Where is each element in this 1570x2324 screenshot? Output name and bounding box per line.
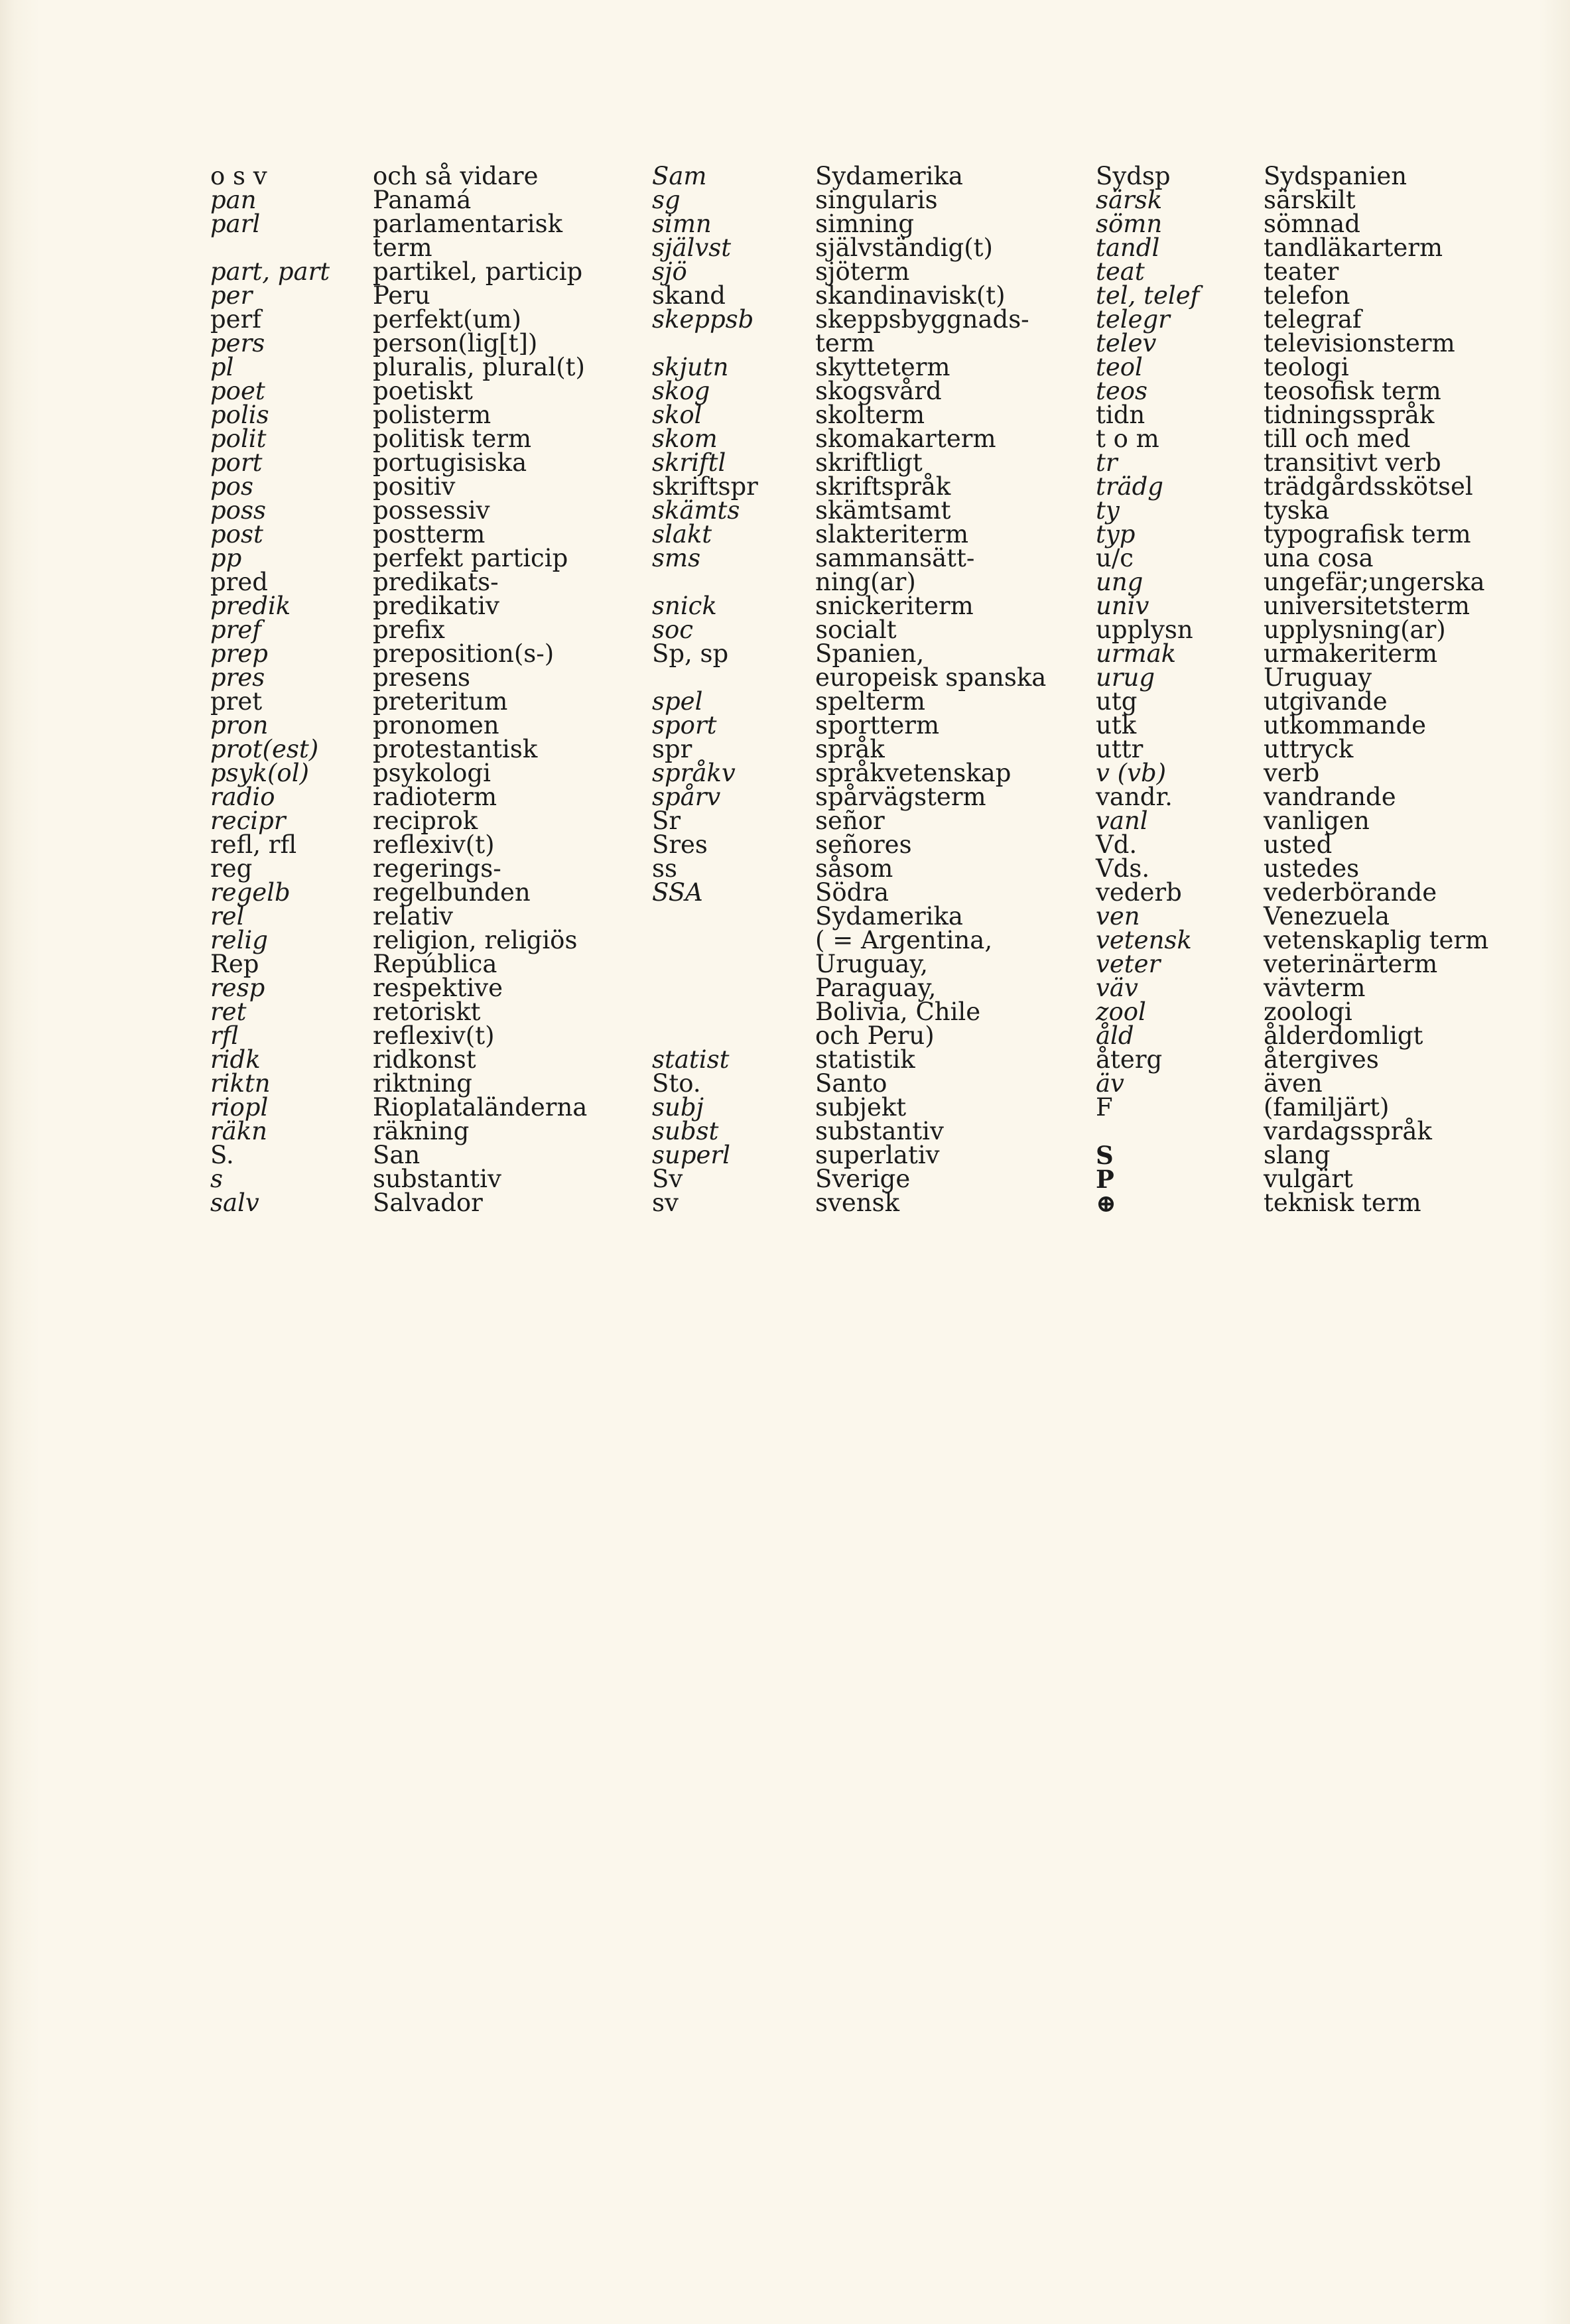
- abbreviation-meaning: snickeriterm: [815, 592, 974, 620]
- abbreviation-meaning: skeppsbyggnads-: [815, 305, 1029, 334]
- abbreviation-meaning: utgivande: [1264, 687, 1388, 716]
- abbreviation: skog: [652, 377, 710, 405]
- abbreviation-meaning: sjöterm: [815, 257, 910, 286]
- abbreviation-meaning: skolterm: [815, 401, 925, 429]
- abbreviation: [652, 952, 758, 976]
- abbreviation-meaning: återgives: [1264, 1045, 1379, 1074]
- abbreviation: pos: [210, 472, 253, 501]
- abbreviation-meaning: särskilt: [1264, 186, 1356, 214]
- abbreviation: sg: [652, 186, 681, 214]
- abbreviation: utg: [1096, 687, 1138, 716]
- abbreviation: skand: [652, 281, 726, 310]
- abbreviation-meaning: protestantisk: [373, 735, 538, 763]
- abbreviation: telegr: [1096, 305, 1170, 334]
- abbreviation: pres: [210, 663, 265, 692]
- abbreviation: pan: [210, 186, 257, 214]
- abbreviation: skriftl: [652, 448, 726, 477]
- abbreviation: Vds.: [1096, 854, 1150, 883]
- abbreviation-meaning: spårvägsterm: [815, 783, 986, 811]
- abbreviation: vandr.: [1096, 783, 1173, 811]
- abbreviation-meaning: term: [373, 233, 432, 262]
- abbreviation-meaning: pronomen: [373, 711, 499, 740]
- abbreviation: återg: [1096, 1045, 1163, 1074]
- abbreviation: port: [210, 448, 263, 477]
- abbreviation: ridk: [210, 1045, 261, 1074]
- abbreviation-meaning: postterm: [373, 520, 486, 549]
- abbreviation-meaning: San: [373, 1141, 421, 1169]
- abbreviation: teat: [1096, 257, 1145, 286]
- abbreviation-meaning: vandrande: [1264, 783, 1396, 811]
- abbreviation: sömn: [1096, 210, 1163, 238]
- abbreviation-meaning: skämtsamt: [815, 496, 951, 525]
- abbreviation: räkn: [210, 1117, 267, 1145]
- abbreviation: sms: [652, 544, 701, 572]
- abbreviation: självst: [652, 233, 732, 262]
- abbreviation: ss: [652, 854, 677, 883]
- abbreviation: sv: [652, 1189, 679, 1217]
- abbr-column-1: [210, 164, 330, 1215]
- abbreviation: polit: [210, 424, 267, 453]
- abbreviation-meaning: superlativ: [815, 1141, 940, 1169]
- abbreviation: typ: [1096, 520, 1136, 549]
- abbreviation-meaning: señores: [815, 830, 912, 859]
- abbreviation-meaning: Sydamerika: [815, 902, 963, 931]
- abbreviation: åld: [1096, 1021, 1134, 1050]
- abbreviation-meaning: sömnad: [1264, 210, 1360, 238]
- abbreviation-meaning: och så vidare: [373, 162, 539, 190]
- abbreviation: Sres: [652, 830, 708, 859]
- abbreviation: Sv: [652, 1165, 683, 1193]
- abbreviation: Vd.: [1096, 830, 1138, 859]
- abbreviation: o s v: [210, 162, 267, 190]
- abbreviation: [652, 1024, 758, 1048]
- abbreviation-meaning: Sverige: [815, 1165, 911, 1193]
- abbreviation-meaning: singularis: [815, 186, 938, 214]
- abbreviation: telev: [1096, 329, 1157, 357]
- abbreviation-meaning: Södra: [815, 878, 889, 907]
- abbreviation-meaning: vardagsspråk: [1264, 1117, 1432, 1145]
- abbreviation-meaning: possessiv: [373, 496, 490, 525]
- abbreviation: upplysn: [1096, 615, 1193, 644]
- abbreviation-meaning: perfekt(um): [373, 305, 521, 334]
- abbreviation-meaning: substantiv: [373, 1165, 501, 1193]
- abbreviation-meaning: predikativ: [373, 592, 499, 620]
- abbreviation-meaning: europeisk spanska: [815, 663, 1047, 692]
- abbreviation: soc: [652, 615, 693, 644]
- abbreviation-meaning: sportterm: [815, 711, 940, 740]
- abbreviation: tel, telef: [1096, 281, 1200, 310]
- abbreviation: Sam: [652, 162, 707, 190]
- abbreviation: resp: [210, 974, 265, 1002]
- abbreviation: parl: [210, 210, 261, 238]
- abbreviation-meaning: relativ: [373, 902, 454, 931]
- abbreviation: per: [210, 281, 253, 310]
- abbreviation: [652, 1000, 758, 1024]
- abbreviation: skämts: [652, 496, 740, 525]
- abbreviation-meaning: statistik: [815, 1045, 915, 1074]
- abbreviation-meaning: självständig(t): [815, 233, 993, 262]
- abbreviation-meaning: ustedes: [1264, 854, 1360, 883]
- abbreviation-meaning: teknisk term: [1264, 1189, 1421, 1217]
- abbreviation-meaning: riktning: [373, 1069, 472, 1098]
- abbreviation-meaning: upplysning(ar): [1264, 615, 1446, 644]
- abbreviation: ung: [1096, 568, 1144, 596]
- abbreviation-meaning: retoriskt: [373, 998, 481, 1026]
- abbreviation: spårv: [652, 783, 721, 811]
- abbreviation-meaning: preposition(s-): [373, 639, 555, 668]
- abbreviation-meaning: typografisk term: [1264, 520, 1471, 549]
- abbreviation: radio: [210, 783, 275, 811]
- abbreviation: särsk: [1096, 186, 1163, 214]
- abbreviation: vetensk: [1096, 926, 1192, 954]
- abbreviation: pref: [210, 615, 261, 644]
- abbreviation-meaning: skriftligt: [815, 448, 923, 477]
- abbreviation: [652, 929, 758, 952]
- abbreviation: poet: [210, 377, 265, 405]
- abbreviation: skol: [652, 401, 702, 429]
- abbreviation-meaning: substantiv: [815, 1117, 944, 1145]
- abbreviation-meaning: ridkonst: [373, 1045, 476, 1074]
- abbreviation: Rep: [210, 950, 259, 978]
- abbreviation: recipr: [210, 807, 286, 835]
- abbreviation: t o m: [1096, 424, 1159, 453]
- abbreviation: tandl: [1096, 233, 1160, 262]
- abbreviation-meaning: radioterm: [373, 783, 497, 811]
- abbreviation-meaning: verb: [1264, 759, 1320, 787]
- abbreviation: pred: [210, 568, 268, 596]
- abbreviation: univ: [1096, 592, 1149, 620]
- abbreviation-meaning: Santo: [815, 1069, 887, 1098]
- abbreviation-meaning: ( = Argentina,: [815, 926, 993, 954]
- abbreviation: rel: [210, 902, 245, 931]
- abbreviation-meaning: simning: [815, 210, 915, 238]
- abbreviation-meaning: uttryck: [1264, 735, 1354, 763]
- abbreviation-meaning: Spanien,: [815, 639, 925, 668]
- abbreviation-meaning: reflexiv(t): [373, 830, 495, 859]
- abbreviation: skjutn: [652, 353, 729, 381]
- abbr-column-2: [652, 164, 758, 1215]
- abbreviation: pers: [210, 329, 265, 357]
- abbreviation-meaning: vetenskaplig term: [1264, 926, 1489, 954]
- abbreviation: riktn: [210, 1069, 271, 1098]
- meaning-column-3: [1264, 164, 1488, 1215]
- abbreviation-meaning: ålderdomligt: [1264, 1021, 1423, 1050]
- abbreviation: subst: [652, 1117, 719, 1145]
- abbreviation: trädg: [1096, 472, 1163, 501]
- abbreviation-meaning: predikats-: [373, 568, 499, 596]
- abbreviation: spr: [652, 735, 692, 763]
- abbreviation-meaning: poetiskt: [373, 377, 473, 405]
- abbreviation-meaning: polisterm: [373, 401, 491, 429]
- abbreviation-meaning: universitetsterm: [1264, 592, 1470, 620]
- abbreviation-meaning: slang: [1264, 1141, 1331, 1169]
- abbreviation-meaning: skomakarterm: [815, 424, 996, 453]
- abbreviation-meaning: Bolivia, Chile: [815, 998, 981, 1026]
- abbreviation: part, part: [210, 257, 330, 286]
- abbreviation: zool: [1096, 998, 1146, 1026]
- abbreviation: urug: [1096, 663, 1155, 692]
- abbreviation: P: [1096, 1165, 1114, 1194]
- abbreviation: utk: [1096, 711, 1137, 740]
- abbreviation-meaning: preteritum: [373, 687, 508, 716]
- abbr-column-3: [1096, 162, 1200, 1218]
- abbreviation: [652, 905, 758, 929]
- abbreviation: salv: [210, 1189, 259, 1217]
- abbreviation-meaning: Peru: [373, 281, 430, 310]
- abbreviation-meaning: såsom: [815, 854, 893, 883]
- abbreviation: S.: [210, 1141, 234, 1169]
- abbreviation: uttr: [1096, 735, 1144, 763]
- abbreviation: ret: [210, 998, 247, 1026]
- abbreviation: pl: [210, 353, 234, 381]
- abbreviation-meaning: (familjärt): [1264, 1093, 1390, 1122]
- abbreviation: polis: [210, 401, 269, 429]
- abbreviation: slakt: [652, 520, 712, 549]
- abbreviation-meaning: usted: [1264, 830, 1333, 859]
- abbreviation-meaning: språk: [815, 735, 885, 763]
- abbreviation: statist: [652, 1045, 730, 1074]
- abbreviation-meaning: telegraf: [1264, 305, 1362, 334]
- abbreviation: simn: [652, 210, 712, 238]
- abbreviation-meaning: sammansätt-: [815, 544, 975, 572]
- abbreviation-meaning: spelterm: [815, 687, 925, 716]
- abbreviation: ty: [1096, 496, 1120, 525]
- abbreviation: S: [1096, 1141, 1114, 1170]
- abbreviation-meaning: Panamá: [373, 186, 472, 214]
- abbreviation: prot(est): [210, 735, 319, 763]
- abbreviation: teol: [1096, 353, 1143, 381]
- abbreviation-meaning: skandinavisk(t): [815, 281, 1006, 310]
- abbreviation: SSA: [652, 878, 703, 907]
- abbreviation-meaning: räkning: [373, 1117, 470, 1145]
- abbreviation: skeppsb: [652, 305, 754, 334]
- abbreviation-meaning: till och med: [1264, 424, 1411, 453]
- abbreviation-meaning: skogsvård: [815, 377, 942, 405]
- abbreviation: u/c: [1096, 544, 1134, 572]
- abbreviation-meaning: tidningsspråk: [1264, 401, 1435, 429]
- abbreviation: spel: [652, 687, 703, 716]
- abbreviation: tidn: [1096, 401, 1145, 429]
- abbreviation-meaning: perfekt particip: [373, 544, 568, 572]
- abbreviation-meaning: språkvetenskap: [815, 759, 1012, 787]
- abbreviation: [652, 976, 758, 1000]
- abbreviation-meaning: person(lig[t]): [373, 329, 538, 357]
- abbreviation-meaning: partikel, particip: [373, 257, 583, 286]
- abbreviation-meaning: tandläkarterm: [1264, 233, 1443, 262]
- abbreviation-meaning: Sydamerika: [815, 162, 963, 190]
- abbreviation: [1096, 1120, 1199, 1143]
- abbreviation: psyk(ol): [210, 759, 309, 787]
- abbreviation-meaning: Rioplataländerna: [373, 1093, 588, 1122]
- abbreviation-meaning: och Peru): [815, 1021, 935, 1050]
- abbreviation: regelb: [210, 878, 291, 907]
- abbreviation: pp: [210, 544, 242, 572]
- abbreviation: subj: [652, 1093, 704, 1122]
- abbreviation-meaning: svensk: [815, 1189, 900, 1217]
- abbreviation-meaning: skytteterm: [815, 353, 950, 381]
- meaning-column-2: [815, 164, 1046, 1215]
- abbreviation-meaning: prefix: [373, 615, 445, 644]
- abbreviation: prep: [210, 639, 268, 668]
- abbreviation-meaning: vävterm: [1264, 974, 1366, 1002]
- abbreviation-meaning: una cosa: [1264, 544, 1374, 572]
- abbreviation-meaning: urmakeriterm: [1264, 639, 1438, 668]
- abbreviation: [652, 332, 758, 355]
- abbreviation: [652, 570, 758, 594]
- abbreviation-meaning: Venezuela: [1264, 902, 1390, 931]
- abbreviation: väv: [1096, 974, 1138, 1002]
- abbreviation-meaning: tyska: [1264, 496, 1330, 525]
- abbreviation: Sr: [652, 807, 681, 835]
- abbreviation-meaning: Salvador: [373, 1189, 483, 1217]
- abbreviation: [652, 666, 758, 690]
- abbreviation: F: [1096, 1093, 1113, 1122]
- abbreviation: riopl: [210, 1093, 269, 1122]
- abbreviation: tr: [1096, 448, 1118, 477]
- abbreviation-meaning: portugisiska: [373, 448, 527, 477]
- abbreviation-meaning: Paraguay,: [815, 974, 937, 1002]
- abbreviation-meaning: presens: [373, 663, 470, 692]
- abbreviation: Sydsp: [1096, 162, 1171, 190]
- abbreviation: pret: [210, 687, 263, 716]
- abbreviation-meaning: ungefär;ungerska: [1264, 568, 1485, 596]
- abbreviation: pron: [210, 711, 269, 740]
- abbreviation-meaning: República: [373, 950, 497, 978]
- abbreviation-meaning: regerings-: [373, 854, 501, 883]
- abbreviation-meaning: skriftspråk: [815, 472, 951, 501]
- abbreviation-meaning: även: [1264, 1069, 1323, 1098]
- abbreviation: snick: [652, 592, 717, 620]
- abbreviation: vederb: [1096, 878, 1182, 907]
- abbreviation-meaning: vanligen: [1264, 807, 1370, 835]
- abbreviation-meaning: socialt: [815, 615, 897, 644]
- abbreviation: ⊕: [1096, 1189, 1117, 1218]
- abbreviation-meaning: utkommande: [1264, 711, 1427, 740]
- abbreviation: reg: [210, 854, 253, 883]
- abbreviation: veter: [1096, 950, 1161, 978]
- abbreviation-meaning: televisionsterm: [1264, 329, 1455, 357]
- abbreviation-meaning: Uruguay,: [815, 950, 929, 978]
- abbreviation: sport: [652, 711, 717, 740]
- abbreviation: skom: [652, 424, 718, 453]
- abbreviation: Sto.: [652, 1069, 701, 1098]
- abbreviation-meaning: pluralis, plural(t): [373, 353, 585, 381]
- abbreviation-meaning: teosofisk term: [1264, 377, 1441, 405]
- abbreviation: ven: [1096, 902, 1140, 931]
- abbreviation-meaning: politisk term: [373, 424, 532, 453]
- abbreviation-meaning: veterinärterm: [1264, 950, 1438, 978]
- abbreviation: post: [210, 520, 263, 549]
- abbreviation-meaning: Uruguay: [1264, 663, 1372, 692]
- abbreviation: refl, rfl: [210, 830, 297, 859]
- abbreviation: v (vb): [1096, 759, 1167, 787]
- abbreviation-meaning: ning(ar): [815, 568, 916, 596]
- abbreviation: äv: [1096, 1069, 1124, 1098]
- abbreviation-meaning: telefon: [1264, 281, 1350, 310]
- abbreviation: teos: [1096, 377, 1148, 405]
- abbreviation-meaning: term: [815, 329, 875, 357]
- abbreviation-meaning: psykologi: [373, 759, 491, 787]
- abbreviation-meaning: parlamentarisk: [373, 210, 562, 238]
- abbreviation: språkv: [652, 759, 736, 787]
- meaning-column-1: [373, 164, 587, 1215]
- abbreviation-meaning: reflexiv(t): [373, 1021, 495, 1050]
- abbreviation-meaning: Sydspanien: [1264, 162, 1407, 190]
- abbreviation: perf: [210, 305, 261, 334]
- abbreviation-meaning: positiv: [373, 472, 456, 501]
- abbreviation-meaning: trädgårdsskötsel: [1264, 472, 1473, 501]
- abbreviation: vanl: [1096, 807, 1148, 835]
- abbreviation: relig: [210, 926, 268, 954]
- abbreviation-meaning: vederbörande: [1264, 878, 1437, 907]
- abbreviation: [210, 236, 330, 260]
- abbreviation-meaning: vulgärt: [1264, 1165, 1353, 1193]
- abbreviation-meaning: regelbunden: [373, 878, 531, 907]
- abbreviation-meaning: señor: [815, 807, 885, 835]
- abbreviation-meaning: slakteriterm: [815, 520, 969, 549]
- abbreviation: poss: [210, 496, 266, 525]
- abbreviation-meaning: teologi: [1264, 353, 1349, 381]
- abbreviation-meaning: subjekt: [815, 1093, 907, 1122]
- abbreviation-meaning: transitivt verb: [1264, 448, 1441, 477]
- abbreviation-meaning: zoologi: [1264, 998, 1352, 1026]
- abbreviation: rfl: [210, 1021, 239, 1050]
- abbreviation-meaning: respektive: [373, 974, 503, 1002]
- abbreviation: skriftspr: [652, 472, 758, 501]
- abbreviation: s: [210, 1165, 223, 1193]
- abbreviation: sjö: [652, 257, 687, 286]
- abbreviation: superl: [652, 1141, 730, 1169]
- abbreviation-meaning: religion, religiös: [373, 926, 578, 954]
- abbreviation-meaning: teater: [1264, 257, 1339, 286]
- abbreviation: Sp, sp: [652, 639, 729, 668]
- abbreviation: urmak: [1096, 639, 1177, 668]
- abbreviation-meaning: reciprok: [373, 807, 478, 835]
- abbreviation: predik: [210, 592, 291, 620]
